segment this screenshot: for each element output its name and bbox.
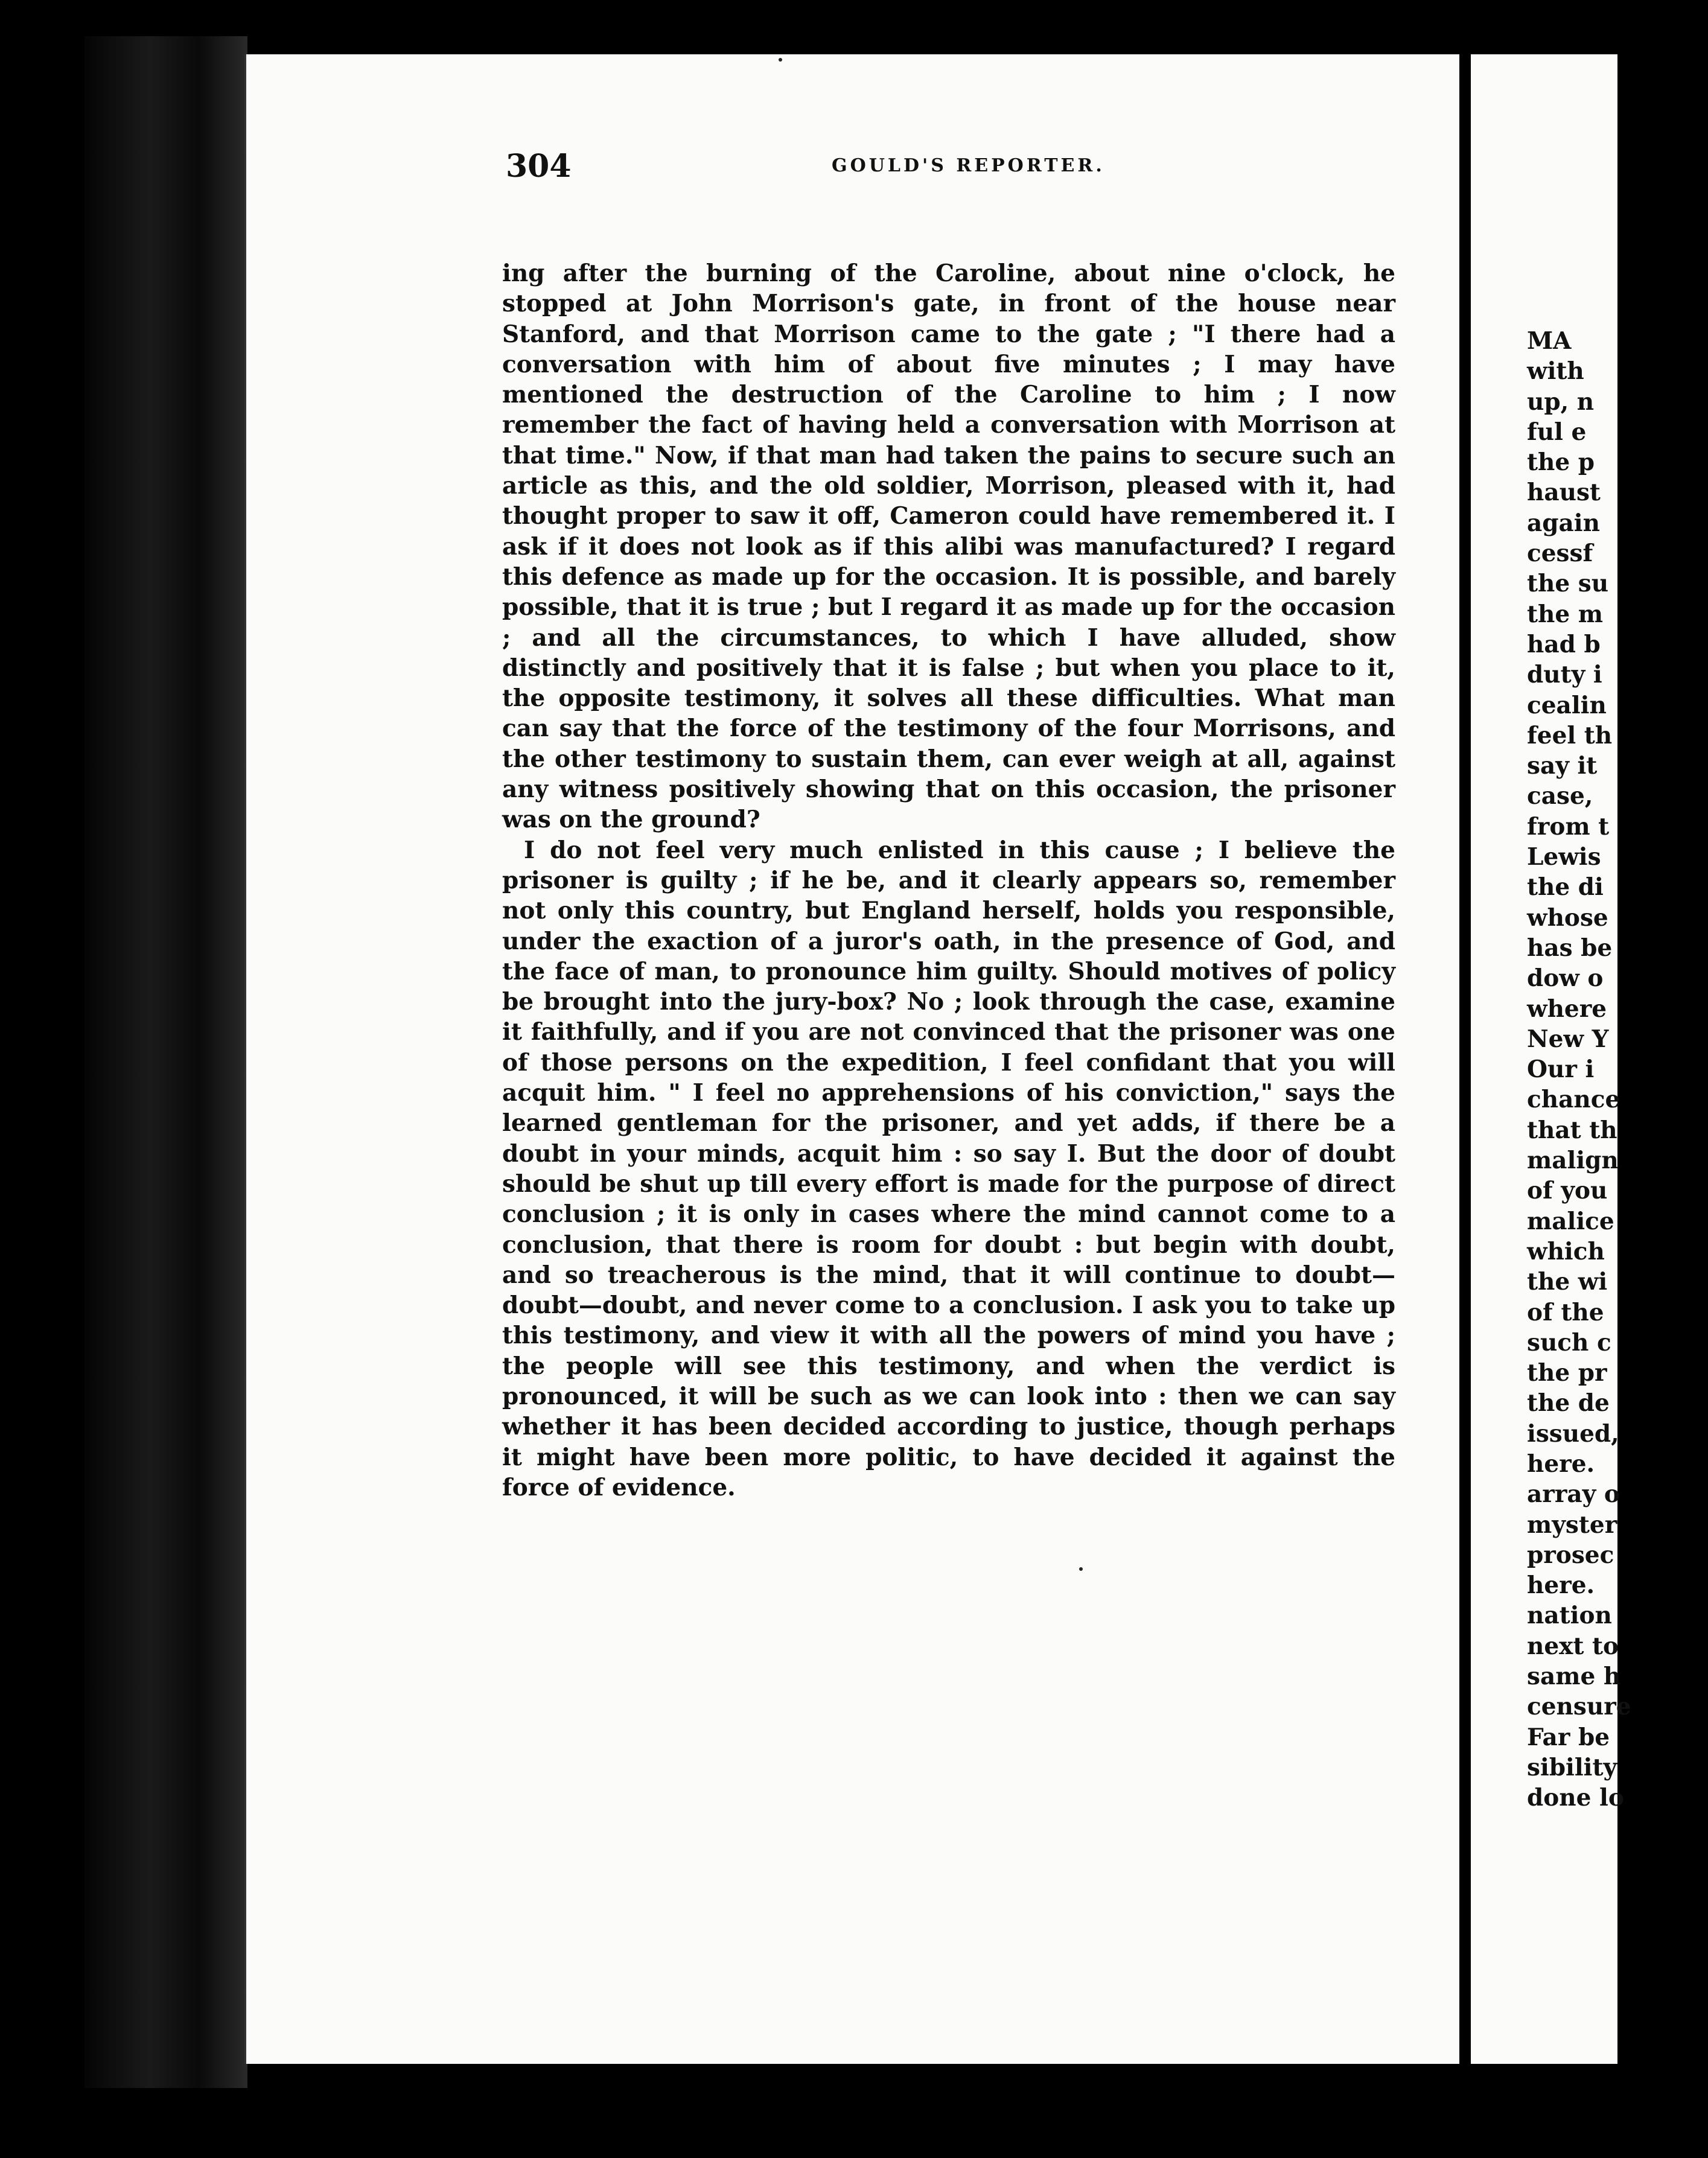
facing-page-line: chance (1527, 1086, 1620, 1114)
facing-page-line: dow o (1527, 964, 1604, 993)
facing-page-line: prosec (1527, 1541, 1614, 1569)
facing-page-line: the wi (1527, 1268, 1608, 1296)
book-gutter (84, 36, 247, 2088)
facing-page-line: such c (1527, 1328, 1611, 1357)
facing-page-line: the de (1527, 1389, 1610, 1418)
facing-page-line: say it (1527, 752, 1598, 780)
facing-page-line: had b (1527, 630, 1601, 658)
facing-page-line: with (1527, 357, 1584, 386)
facing-page-line: Far be (1527, 1723, 1610, 1751)
facing-page-line: done lo (1527, 1784, 1624, 1812)
facing-page-line: the p (1527, 448, 1595, 477)
facing-page-line: cessf (1527, 540, 1593, 568)
facing-page-line: MA (1527, 327, 1572, 355)
facing-page-line: Our i (1527, 1055, 1595, 1084)
facing-page-text (1527, 326, 1708, 1813)
body-text (502, 258, 1395, 1503)
page-number: 304 (506, 148, 572, 185)
facing-page-line: has be (1527, 934, 1613, 962)
facing-page-line: sibility (1527, 1753, 1617, 1781)
facing-page-line: the di (1527, 873, 1604, 902)
facing-page-line: the pr (1527, 1359, 1607, 1387)
facing-page-line: here. (1527, 1450, 1595, 1478)
facing-page-line: next to (1527, 1632, 1619, 1660)
facing-page-line: feel th (1527, 721, 1613, 750)
facing-page-line: up, n (1527, 387, 1595, 416)
running-head (506, 148, 1429, 214)
paragraph-2: I do not feel very much enlisted in this cause ; I believe the prisoner is guilty ; if he be, and it clearly appears so, remember not only this country, but England herself, holds you responsible, under the exaction of a juror's oath, in the presence of God, and the face of man, to pronounce him guilty. Should motives of policy be brought into the jury-box? No ; look through the case, examine it faithfully, and if you are not convinced that the prisoner was one of those persons on the expedition, I feel confidant that you will acquit him. " I feel no apprehensions of his conviction," says the learned gentleman for the prisoner, and yet adds, if there be a doubt in your minds, acquit him : so say I. But the door of doubt should be shut up till every effort is made for the purpose of direct conclusion ; it is only in cases where the mind cannot come to a conclusion, that there is room for doubt : but begin with doubt, and so treacherous is the mind, that it will continue to doubt—doubt—doubt, and never come to a conclusion. I ask you to take up this testimony, and view it with all the powers of mind you have ; the people will see this testimony, and when the verdict is pronounced, it will be such as we can look into : then we can say whether it has been decided according to justice, though perhaps it might have been more politic, to have decided it against the force of evidence. (502, 836, 1395, 1501)
facing-page-line: censure (1527, 1693, 1631, 1721)
print-speck (1079, 1567, 1083, 1571)
paragraph-1: ing after the burning of the Caroline, about nine o'clock, he stopped at John Morrison's gate, in front of the house near Stanford, and that Morrison came to the gate ; "I there had a conversation with him of about five minutes ; I may have mentioned the destruction of the Caroline to him ; I now remember the fact of having held a conversation with Morrison at that time." Now, if that man had taken the pains to secure such an article as this, and the old soldier, Morrison, pleased with it, had thought proper to saw it off, Cameron could have remembered it. I ask if it does not look as if this alibi was manufactured? I regard this defence as made up for the occasion. It is possible, and barely possible, that it is true ; but I regard it as made up for the occasion ; and all the circumstances, to which I have alluded, show distinctly and positively that it is false ; but when you place to it, the opposite testimony, it solves all these difficulties. What man can say that the force of the testimony of the four Morrisons, and the other testimony to sustain them, can ever weigh at all, against any witness positively showing that on this occasion, the prisoner was on the ground? (502, 259, 1395, 834)
facing-page-line: malign (1527, 1147, 1619, 1175)
facing-page-line: ful e (1527, 418, 1587, 446)
facing-page-line: cealin (1527, 691, 1607, 719)
facing-page-line: of you (1527, 1177, 1608, 1205)
print-speck (779, 58, 782, 62)
facing-page-line: that th (1527, 1116, 1617, 1144)
facing-page-line: case, (1527, 782, 1593, 810)
facing-page-line: duty i (1527, 661, 1602, 689)
facing-page-line: malice (1527, 1207, 1614, 1235)
facing-page-line: from t (1527, 812, 1610, 841)
facing-page-line: same h (1527, 1663, 1621, 1691)
facing-page-line: the su (1527, 570, 1609, 598)
facing-page-line: here. (1527, 1571, 1595, 1600)
running-title: GOULD'S REPORTER. (832, 155, 1105, 176)
facing-page-line: whose (1527, 903, 1608, 932)
facing-page-line: the m (1527, 600, 1604, 628)
facing-page-line: where (1527, 995, 1607, 1023)
facing-page-line: New Y (1527, 1025, 1609, 1053)
facing-page-line: which (1527, 1237, 1605, 1265)
facing-page-line: myster (1527, 1510, 1617, 1539)
facing-page-line: again (1527, 509, 1600, 537)
facing-page-line: haust (1527, 479, 1601, 507)
facing-page-line: array o (1527, 1480, 1620, 1509)
facing-page-line: Lewis (1527, 843, 1601, 871)
facing-page-line: of the (1527, 1298, 1604, 1326)
facing-page-line: nation (1527, 1602, 1612, 1630)
facing-page-line: issued, (1527, 1419, 1619, 1448)
